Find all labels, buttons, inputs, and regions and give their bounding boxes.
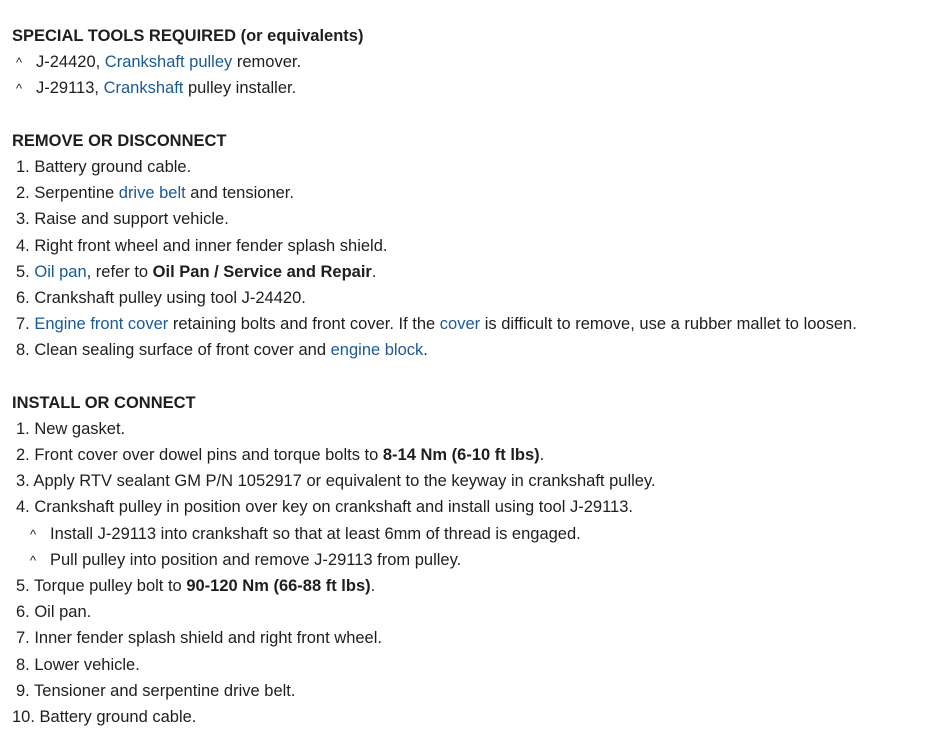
torque-spec: 90-120 Nm (66-88 ft lbs) (186, 576, 371, 595)
section-spacer (12, 102, 942, 128)
install-heading: INSTALL OR CONNECT (12, 393, 196, 412)
remove-step: 5. Oil pan, refer to Oil Pan / Service and Repair. (16, 262, 377, 281)
torque-spec: 8-14 Nm (6-10 ft lbs) (382, 446, 540, 464)
remove-step: 8. Clean sealing surface of front cover and engine block. (16, 341, 428, 360)
caret-bullet-icon: ^ (30, 526, 37, 542)
remove-step: 2. Serpentine drive belt and tensioner. (16, 184, 294, 203)
crankshaft-pulley-link[interactable]: Crankshaft pulley (104, 53, 233, 72)
caret-bullet-icon: ^ (16, 55, 23, 71)
remove-step: 1. Battery ground cable. (16, 157, 192, 176)
install-step: 10. Battery ground cable. (12, 707, 197, 726)
install-step: 8. Lower vehicle. (16, 655, 140, 674)
remove-step: 3. Raise and support vehicle. (16, 210, 229, 229)
caret-bullet-icon: ^ (30, 552, 37, 568)
install-substep: ^ Pull pulley into position and remove J-29113 from pulley. (12, 547, 942, 573)
install-step: 2. Front cover over dowel pins and torque bolts to 8-14 Nm (6-10 ft lbs). (16, 446, 545, 464)
remove-step: 4. Right front wheel and inner fender splash shield. (16, 236, 388, 255)
remove-step: 7. Engine front cover retaining bolts and front cover. If the cover is difficult to remove, use a rubber mallet to loosen. (16, 315, 857, 334)
crankshaft-link[interactable]: Crankshaft (103, 79, 184, 98)
remove-heading: REMOVE OR DISCONNECT (12, 131, 227, 150)
tool-item: ^ J-29113, Crankshaft pulley installer. (12, 75, 942, 101)
procedure-document (12, 23, 942, 730)
engine-block-link[interactable]: engine block (330, 341, 424, 360)
install-step: 3. Apply RTV sealant GM P/N 1052917 or equivalent to the keyway in crankshaft pulley. (16, 472, 656, 491)
install-step: 4. Crankshaft pulley in position over key on crankshaft and install using tool J-29113. (16, 498, 633, 517)
caret-bullet-icon: ^ (16, 81, 23, 97)
install-step: 7. Inner fender splash shield and right front wheel. (16, 629, 382, 648)
engine-front-cover-link[interactable]: Engine front cover (34, 315, 169, 334)
install-step: 9. Tensioner and serpentine drive belt. (16, 681, 296, 700)
oil-pan-reference: Oil Pan / Service and Repair (152, 262, 372, 281)
drive-belt-link[interactable]: drive belt (118, 184, 186, 203)
remove-step: 6. Crankshaft pulley using tool J-24420. (16, 288, 306, 307)
install-step: 6. Oil pan. (16, 603, 92, 622)
install-step: 5. Torque pulley bolt to 90-120 Nm (66-88 ft lbs). (16, 576, 376, 595)
special-tools-heading: SPECIAL TOOLS REQUIRED (or equivalents) (12, 27, 364, 45)
oil-pan-link[interactable]: Oil pan (34, 262, 87, 281)
install-substep: ^ Install J-29113 into crankshaft so that at least 6mm of thread is engaged. (12, 521, 942, 547)
tool-item: ^ J-24420, Crankshaft pulley remover. (12, 49, 942, 75)
install-step: 1. New gasket. (16, 419, 126, 438)
cover-link[interactable]: cover (439, 315, 481, 334)
section-spacer (12, 363, 942, 389)
